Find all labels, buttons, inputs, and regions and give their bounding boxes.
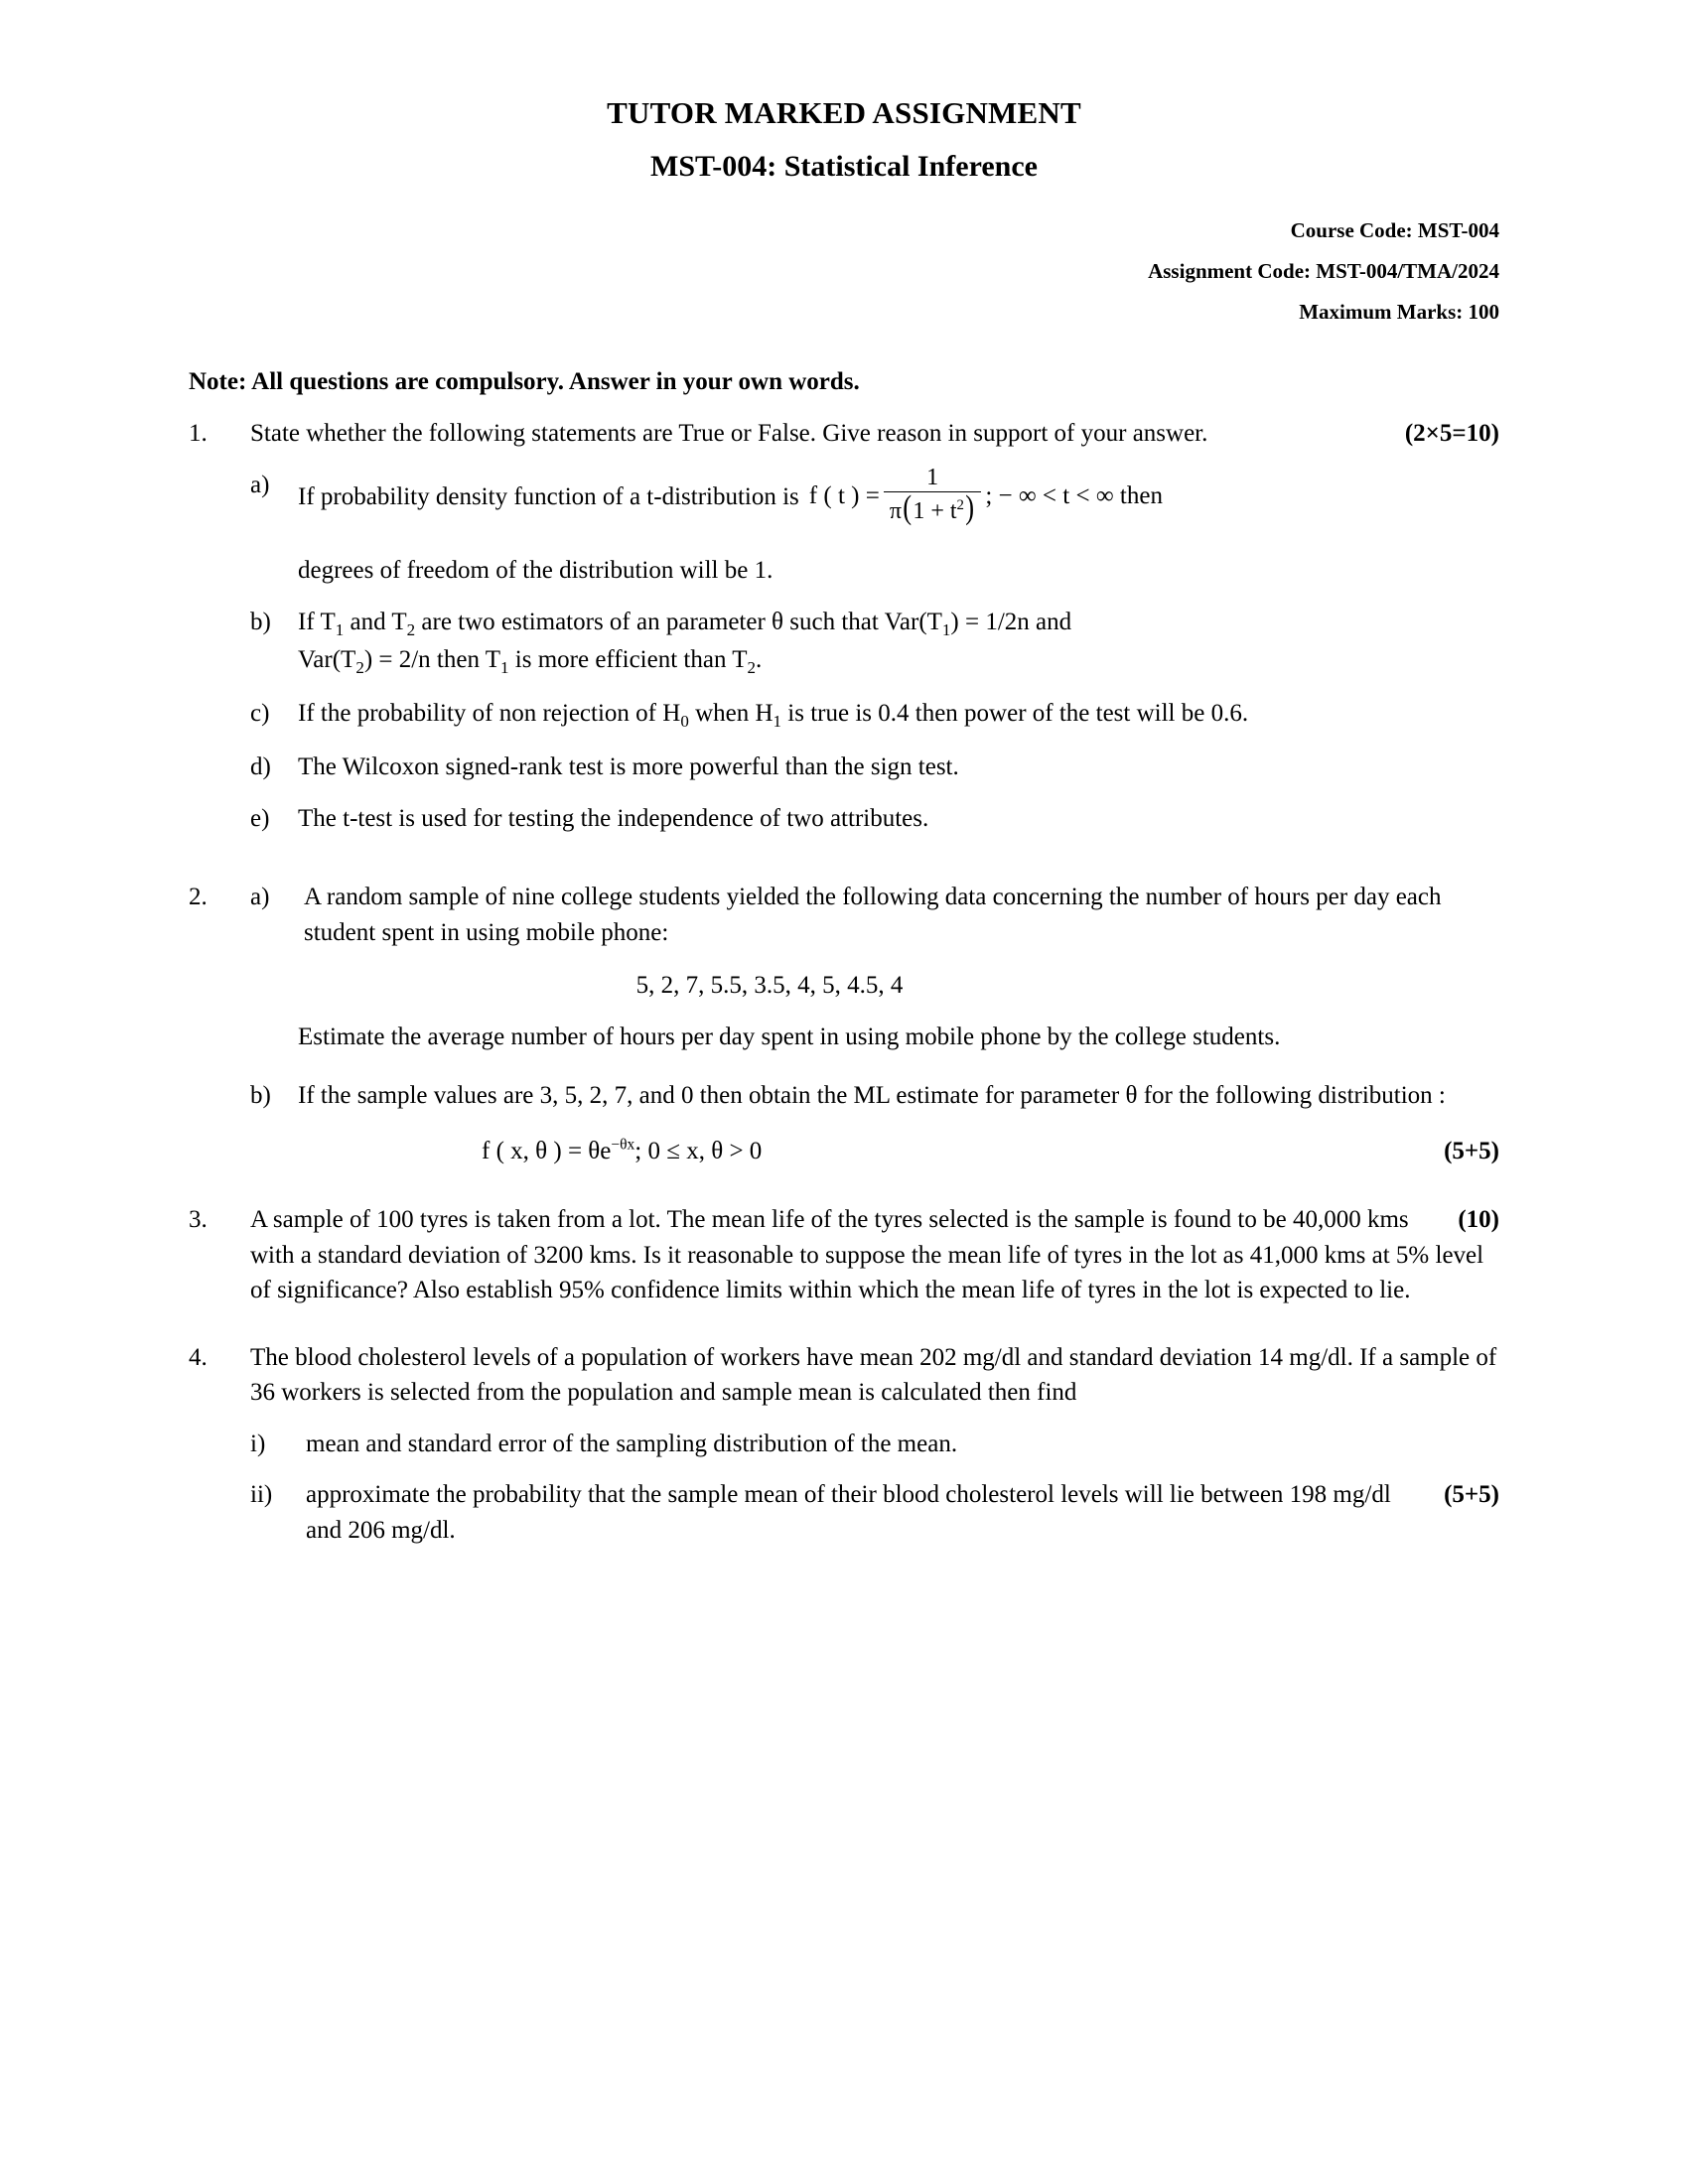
question-1-item-d [250,750,1499,785]
formula-denominator-inner: 1 + t [913,497,957,524]
item-b-l1-s2: 2 [406,619,416,639]
formula-fraction [884,466,981,526]
question-4-number: 4. [189,1343,208,1371]
item-b-l1-s3: 1 [941,619,951,639]
item-b-l2-p1: Var(T [298,645,356,673]
item-a-text-after: degrees of freedom of the distribution will be 1. [298,557,774,585]
item-b-l1-p3: are two estimators of an parameter θ such that Var(T [415,608,942,635]
ml-distribution-formula [482,1134,762,1169]
question-1-item-e [250,801,1499,837]
item-b-l2-p3: is more efficient than T [508,645,748,673]
item-d-text: The Wilcoxon signed-rank test is more powerful than the sign test. [298,753,959,781]
question-2 [189,880,1499,1168]
question-4-items [250,1427,1499,1549]
question-4 [189,1340,1499,1549]
assignment-code: Assignment Code: MST-004/TMA/2024 [1148,259,1499,284]
item-c-text [298,696,1499,734]
item-c-s1: 0 [680,712,689,732]
item-b-l2-p4: . [756,645,763,673]
q2-sample-data: 5, 2, 7, 5.5, 3.5, 4, 5, 4.5, 4 [635,972,904,1000]
question-2-marks: (5+5) [1444,1137,1499,1164]
t-distribution-formula [808,464,1163,528]
q2-item-b-label: b) [250,1082,271,1110]
item-d-label: d) [250,753,271,781]
item-b-l1-p2: and T [344,608,407,635]
item-c-label: c) [250,700,270,728]
question-2-number: 2. [189,884,208,911]
question-1-number: 1. [189,420,208,448]
formula-trailing: then [1119,481,1163,509]
item-b-text [298,605,1499,680]
question-4-text: The blood cholesterol levels of a population of workers have mean 202 mg/dl and standard deviation 14 mg/dl. If a sample of 36 workers is selected from the population and sample mean is calculated then find [250,1343,1497,1407]
page-title: TUTOR MARKED ASSIGNMENT [607,95,1081,130]
formula-condition: ; − ∞ < t < ∞ [985,481,1114,509]
pi-symbol: π [889,497,902,524]
item-e-label: e) [250,804,270,832]
question-3-number: 3. [189,1206,208,1234]
item-a-text-before: If probability density function of a t-distribution is [298,483,799,511]
question-2-item-b [250,1078,1499,1168]
formula-exponent: 2 [956,496,964,513]
note-text: Note: All questions are compulsory. Answer in your own words. [189,368,860,396]
page-subtitle: MST-004: Statistical Inference [650,149,1038,183]
question-1 [189,416,1499,836]
item-b-l1-s1: 1 [335,619,345,639]
question-1-item-c [250,696,1499,734]
ml-formula-exp: −θx [611,1136,635,1154]
ml-formula-lhs: f ( x, θ ) = θe [482,1137,612,1164]
question-1-item-a [250,464,1499,589]
item-c-p3: is true is 0.4 then power of the test will be 0.6. [781,700,1249,728]
item-b-l1-p1: If T [298,608,336,635]
course-code: Course Code: MST-004 [1290,218,1499,243]
q4-item-i-text: mean and standard error of the sampling distribution of the mean. [306,1430,958,1457]
item-b-l1-p4: ) = 1/2n and [950,608,1072,635]
maximum-marks: Maximum Marks: 100 [1299,300,1499,325]
ml-formula-rhs: ; 0 ≤ x, θ > 0 [634,1137,763,1164]
question-3-text: A sample of 100 tyres is taken from a lot. The mean life of the tyres selected is the sample is found to be 40,000 kms with a standard deviation of 3200 kms. Is it reasonable to suppose the mean life of tyres in the lot as 41,000 kms at 5% level of significance? Also establish 95% confidence limits within which the mean life of tyres in the lot is expected to lie. [250,1206,1484,1304]
formula-denominator [884,488,981,526]
document-content [189,94,1499,1548]
q4-item-ii-text: approximate the probability that the sample mean of their blood cholesterol levels will lie between 198 mg/dl and 206 mg/dl. [306,1481,1391,1544]
item-b-l2-p2: ) = 2/n then T [363,645,501,673]
question-3-marks: (10) [1458,1206,1499,1234]
question-1-text: State whether the following statements are True or False. Give reason in support of your answer. [250,420,1208,448]
close-paren: ) [965,488,975,526]
q2-item-a-label: a) [250,884,270,911]
open-paren: ( [903,488,913,526]
metadata-block [189,210,1499,333]
q2-item-b-text: If the sample values are 3, 5, 2, 7, and 0 then obtain the ML estimate for parameter θ for the following distribution : [298,1082,1446,1110]
ml-distribution-formula-row [298,1134,1499,1169]
question-4-item-i [250,1427,1499,1462]
item-e-text: The t-test is used for testing the independence of two attributes. [298,804,929,832]
question-4-item-ii [250,1477,1499,1548]
question-1-items [250,464,1499,837]
q4-item-i-label: i) [250,1430,266,1457]
question-3 [189,1202,1499,1308]
item-b-l2-s3: 2 [747,657,757,677]
item-a-label: a) [250,471,270,498]
question-1-marks: (2×5=10) [1404,420,1499,448]
item-b-label: b) [250,608,271,635]
item-c-p1: If the probability of non rejection of H [298,700,681,728]
q2-item-a-text-after: Estimate the average number of hours per day spent in using mobile phone by the college students. [298,1023,1281,1050]
q2-item-a-text: A random sample of nine college students yielded the following data concerning the number of hours per day each student spent in using mobile phone: [304,884,1442,946]
formula-numerator: 1 [926,464,939,490]
item-c-p2: when H [688,700,774,728]
item-b-l2-s1: 2 [355,657,364,677]
q4-item-ii-label: ii) [250,1481,273,1509]
formula-lhs: f ( t ) = [808,481,880,509]
item-c-s2: 1 [773,712,782,732]
item-b-l2-s2: 1 [500,657,509,677]
question-4-marks: (5+5) [1444,1481,1499,1509]
question-1-item-b [250,605,1499,680]
question-2-item-a [250,880,1499,1054]
